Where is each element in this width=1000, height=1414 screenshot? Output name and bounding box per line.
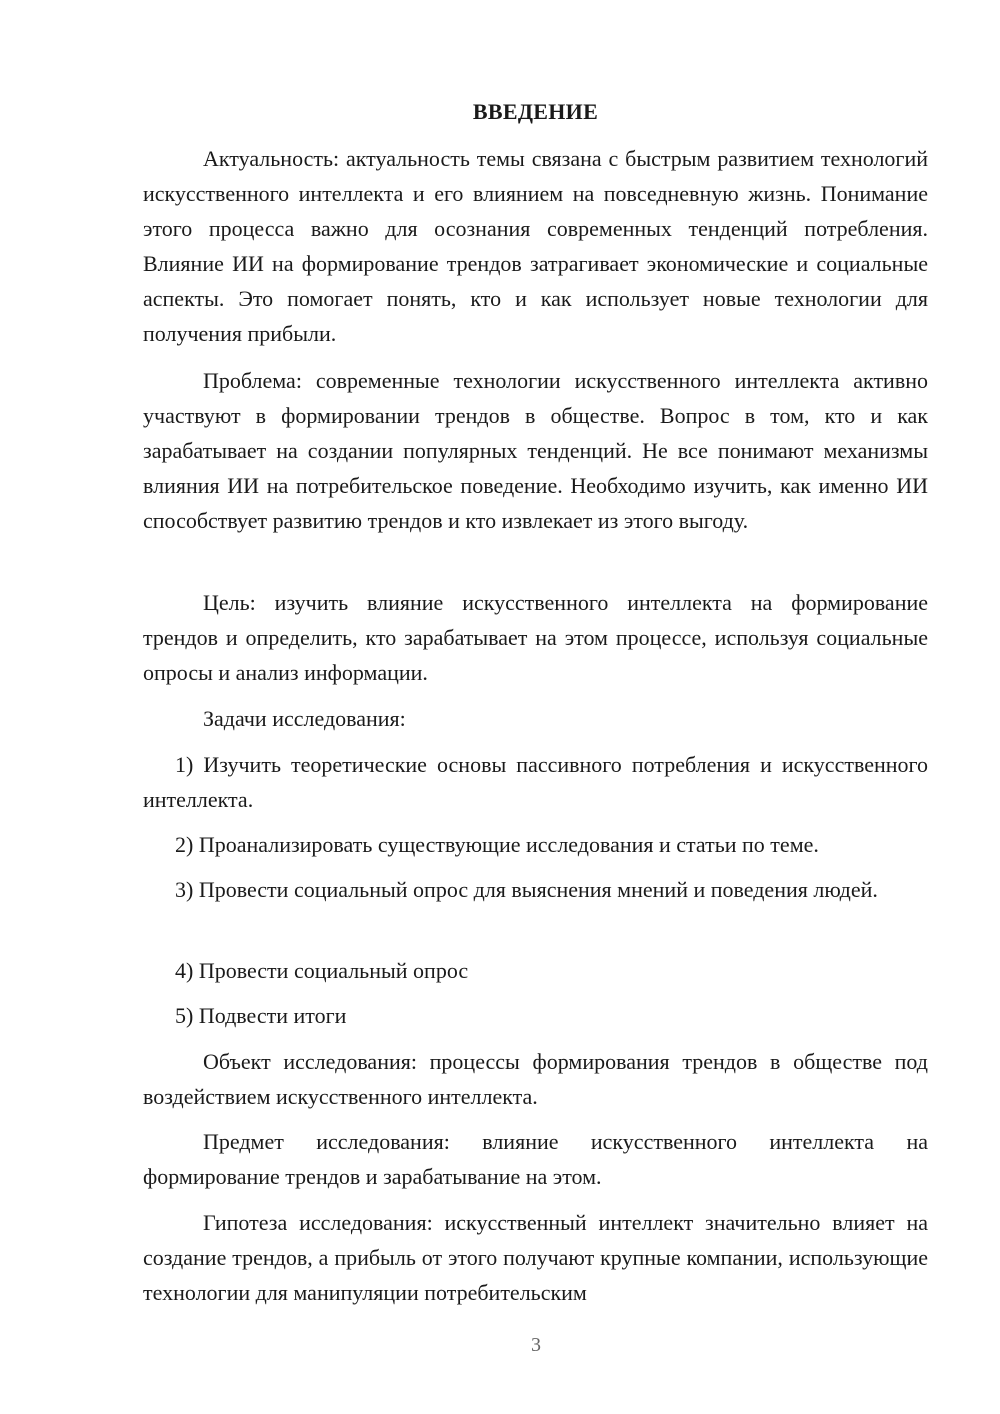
paragraph-subject: Предмет исследования: влияние искусственного интеллекта на формирование трендов и зарабатывание на этом. — [143, 1129, 928, 1189]
paragraph-problem: Проблема: современные технологии искусственного интеллекта активно участвуют в формировании трендов в обществе. Вопрос в том, кто и как зарабатывает на создании популярных тенденций. Не все понимают механизмы влияния ИИ на потребительское поведение. Необходимо изучить, как именно ИИ способствует развитию трендов и кто извлекает из этого выгоду. — [143, 368, 928, 533]
task-item-2: 2) Проанализировать существующие исследования и статьи по теме. — [175, 832, 819, 857]
task-item-4: 4) Провести социальный опрос — [175, 958, 469, 983]
paragraph-object: Объект исследования: процессы формирования трендов в обществе под воздействием искусственного интеллекта. — [143, 1049, 928, 1109]
paragraph-hypothesis: Гипотеза исследования: искусственный интеллект значительно влияет на создание трендов, а прибыль от этого получают крупные компании, использующие технологии для манипуляции потребительским — [143, 1210, 928, 1305]
task-item-1: 1) Изучить теоретические основы пассивного потребления и искусственного интеллекта. — [143, 752, 928, 812]
task-item-5: 5) Подвести итоги — [175, 1003, 347, 1028]
paragraph-relevance: Актуальность: актуальность темы связана с быстрым развитием технологий искусственного интеллекта и его влиянием на повседневную жизнь. Понимание этого процесса важно для осознания современных тенденций потребления. Влияние ИИ на формирование трендов затрагивает экономические и социальные аспекты. Это помогает понять, кто и как использует новые технологии для получения прибыли. — [143, 146, 928, 346]
paragraph-goal: Цель: изучить влияние искусственного интеллекта на формирование трендов и определить, кто зарабатывает на этом процессе, используя социальные опросы и анализ информации. — [143, 590, 928, 685]
page-number: 3 — [531, 1334, 541, 1356]
tasks-title: Задачи исследования: — [203, 706, 406, 731]
task-item-3: 3) Провести социальный опрос для выяснения мнений и поведения людей. — [175, 877, 878, 902]
section-heading: ВВЕДЕНИЕ — [472, 99, 599, 124]
